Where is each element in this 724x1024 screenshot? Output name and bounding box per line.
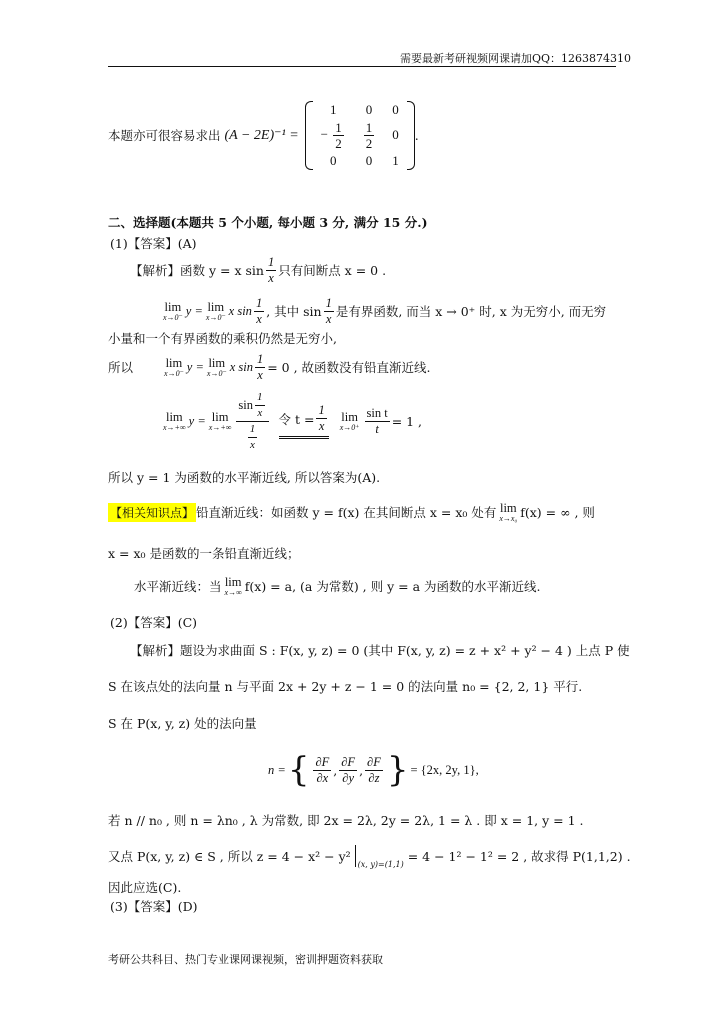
limit-subscript: x→∞ — [224, 588, 242, 597]
fraction-denominator: 2 — [365, 135, 373, 151]
partial-fraction — [313, 755, 331, 786]
q1-a1-text: 【解析】函数 y = x sin — [130, 263, 264, 278]
fraction-numerator: 1 — [256, 351, 264, 366]
q2-d-end: = {2x, 2y, 1}, — [410, 762, 479, 777]
left-brace: { — [287, 750, 310, 790]
limit-word: lim — [208, 356, 226, 370]
q1-line-f: 所以 y = 1 为函数的水平渐近线, 所以答案为(A). — [108, 470, 381, 485]
big-fraction-numerator — [236, 390, 268, 422]
q1-answer: (1)【答案】(A) — [110, 236, 197, 251]
q1-d-xsin: x sin — [229, 359, 253, 374]
fraction-denominator: t — [375, 421, 379, 436]
fraction-denominator: 2 — [335, 135, 342, 151]
minus-sign: − — [320, 125, 329, 141]
q1-line-c: 小量和一个有界函数的乘积仍然是无穷小, — [108, 331, 337, 346]
page-footer: 考研公共科目、热门专业课网课视频，密训押题资料获取 — [108, 953, 383, 966]
limit-expression — [163, 410, 186, 432]
partial-fraction — [365, 755, 383, 786]
limit-subscript: x→0⁺ — [339, 423, 360, 432]
q2-line-g: 因此应选(C). — [108, 880, 182, 895]
q2-d-n: n = — [268, 762, 286, 777]
substitution-arrow — [279, 403, 329, 439]
limit-expression — [209, 410, 232, 432]
matrix-cell: 0 — [392, 127, 399, 142]
comma: , — [333, 762, 338, 778]
q1-b-text2: 是有界函数, 而当 x → 0⁺ 时, x 为无穷小, 而无穷 — [335, 304, 607, 319]
inner-fraction — [255, 390, 265, 421]
knowledge-point-label: 【相关知识点】 — [108, 503, 196, 522]
limit-word: lim — [207, 300, 225, 314]
matrix-table — [313, 101, 407, 170]
big-fraction-denominator — [244, 422, 262, 453]
fraction-numerator: ∂F — [315, 754, 330, 769]
fraction-numerator: 1 — [255, 390, 265, 406]
header-rule — [108, 66, 616, 67]
q1-d-y: y = — [186, 359, 204, 374]
q3-answer: (3)【答案】(D) — [110, 899, 198, 914]
q2-line-a: 【解析】题设为求曲面 S : F(x, y, z) = 0 (其中 F(x, y, z) = z + x² + y² − 4 ) 上点 P 使 — [130, 643, 630, 658]
limit-expression — [207, 356, 227, 378]
limit-subscript: x→0⁻ — [164, 369, 184, 378]
q1-d-end: = 0 , 故函数没有铅直渐近线. — [267, 360, 431, 375]
matrix-cell: 0 — [365, 152, 373, 168]
kp-line-2: x = x₀ 是函数的一条铅直渐近线； — [108, 546, 300, 561]
limit-subscript: x→0⁻ — [206, 369, 227, 378]
q1-line-d — [108, 348, 431, 386]
limit-subscript: x→+∞ — [163, 423, 186, 432]
q1-d-so: 所以 — [108, 360, 134, 375]
fraction-numerator: 1 — [318, 403, 325, 417]
q1-d-fraction — [255, 352, 265, 383]
fraction-numerator: 1 — [255, 295, 263, 310]
kp-l1-end: f(x) = ∞ , 则 — [520, 505, 595, 520]
limit-subscript: x→0⁻ — [205, 313, 226, 322]
limit-subscript: x→x₀ — [499, 514, 518, 523]
fraction-denominator: x — [250, 438, 255, 451]
kp-l3-text: 水平渐近线：当 — [134, 579, 222, 594]
q1-line-e — [160, 385, 422, 457]
fraction-numerator: ∂F — [341, 754, 356, 769]
fraction-numerator: 1 — [335, 119, 342, 135]
q2-answer: (2)【答案】(C) — [110, 615, 198, 630]
comma: , — [359, 762, 364, 778]
matrix-fraction — [364, 120, 375, 151]
fraction-denominator: x — [325, 311, 332, 326]
fraction-numerator: 1 — [365, 119, 373, 135]
matrix-cell: 1 — [392, 152, 399, 168]
fraction-denominator: x — [318, 419, 325, 433]
limit-expression — [206, 300, 226, 322]
q2-line-b: S 在该点处的法向量 n 与平面 2x + 2y + z − 1 = 0 的法向量 n₀ = {2, 2, 1} 平行. — [108, 679, 583, 694]
q1-a1-fraction — [266, 255, 276, 286]
q2-line-d — [268, 748, 479, 792]
fraction-denominator: x — [257, 367, 263, 382]
section-title: 二、选择题(本题共 5 个小题, 每小题 3 分, 满分 15 分.) — [108, 215, 428, 230]
q1-e-end: = 1 , — [391, 413, 423, 429]
limit-expression — [225, 575, 242, 597]
limit-word: lim — [211, 410, 229, 424]
kp-line-1 — [108, 500, 595, 524]
limit-word: lim — [165, 410, 183, 424]
intro-matrix — [305, 101, 415, 170]
fraction-numerator: 1 — [248, 422, 258, 438]
q1-e-sin-fraction — [365, 406, 390, 437]
matrix-right-bracket — [407, 101, 415, 170]
q2-line-e: 若 n // n₀ , 则 n = λn₀ , λ 为常数, 即 2x = 2λ, 2y = 2λ, 1 = λ . 即 x = 1, y = 1 . — [108, 813, 584, 828]
matrix-cell: 0 — [392, 101, 399, 117]
matrix-cell — [313, 119, 354, 152]
limit-expression — [163, 300, 183, 322]
kp-l1-text: 铅直渐近线：如函数 y = f(x) 在其间断点 x = x₀ 处有 — [196, 505, 497, 520]
q1-b-fraction — [254, 296, 264, 327]
limit-subscript: x→0⁻ — [163, 313, 183, 322]
limit-word: lim — [164, 300, 182, 314]
matrix-cell: 0 — [365, 101, 373, 117]
fraction-numerator: ∂F — [367, 754, 381, 769]
right-brace: } — [386, 750, 409, 790]
fraction-numerator: 1 — [325, 295, 332, 310]
limit-expression — [499, 501, 517, 523]
intro-lhs: (A − 2E)⁻¹ = — [224, 127, 299, 143]
sin-word: sin — [238, 398, 254, 412]
kp-line-3 — [134, 574, 541, 598]
q1-b-fraction2 — [324, 296, 334, 327]
page-header: 需要最新考研视频网课请加QQ：1263874310 — [400, 52, 632, 65]
matrix-left-bracket — [305, 101, 313, 170]
intro-line — [108, 95, 419, 175]
limit-expression — [340, 410, 360, 432]
q1-a1-end: 只有间断点 x = 0 . — [278, 263, 387, 278]
fraction-denominator: ∂x — [316, 770, 329, 785]
limit-expression — [164, 356, 184, 378]
fraction-numerator: sin t — [366, 405, 388, 420]
q1-e-y: y = — [188, 413, 206, 428]
q2-f-text2: = 4 − 1² − 1² = 2 , 故求得 P(1,1,2) . — [407, 849, 631, 864]
limit-word: lim — [224, 575, 242, 589]
matrix-cell: 0 — [329, 152, 337, 168]
evaluation-bar — [355, 845, 356, 867]
fraction-denominator: x — [256, 311, 262, 326]
limit-word: lim — [499, 501, 517, 515]
q1-b-y: y = — [185, 303, 203, 318]
intro-end: . — [414, 127, 419, 143]
let-text: 令 t = — [278, 411, 315, 427]
limit-word: lim — [165, 356, 183, 370]
limit-subscript: x→+∞ — [208, 423, 232, 432]
limit-word: lim — [341, 410, 358, 424]
intro-text: 本题亦可很容易求出 — [108, 128, 221, 143]
q2-f-text1: 又点 P(x, y, z) ∈ S , 所以 z = 4 − x² − y² — [108, 849, 351, 864]
q2-line-c: S 在 P(x, y, z) 处的法向量 — [108, 716, 257, 731]
q1-b-xsin: x sin — [228, 303, 252, 318]
partial-fraction — [339, 755, 357, 786]
q1-b-text1: , 其中 sin — [266, 304, 322, 319]
inner-fraction — [248, 422, 258, 453]
fraction-denominator: x — [268, 270, 274, 285]
let-fraction — [316, 403, 326, 434]
q1-e-big-fraction — [236, 390, 268, 453]
fraction-numerator: 1 — [267, 254, 275, 269]
matrix-cell: 1 — [329, 101, 337, 117]
fraction-denominator: ∂y — [342, 770, 355, 785]
fraction-denominator: ∂z — [368, 770, 380, 785]
q2-line-f — [108, 843, 631, 869]
matrix-cell — [354, 119, 385, 152]
q1-line-a — [130, 252, 386, 288]
matrix-fraction — [333, 120, 344, 151]
kp-l3-end: f(x) = a, (a 为常数) , 则 y = a 为函数的水平渐近线. — [244, 579, 541, 594]
fraction-denominator: x — [257, 406, 263, 419]
evaluation-subscript: (x, y)=(1,1) — [357, 860, 404, 869]
q1-line-b — [160, 292, 606, 330]
